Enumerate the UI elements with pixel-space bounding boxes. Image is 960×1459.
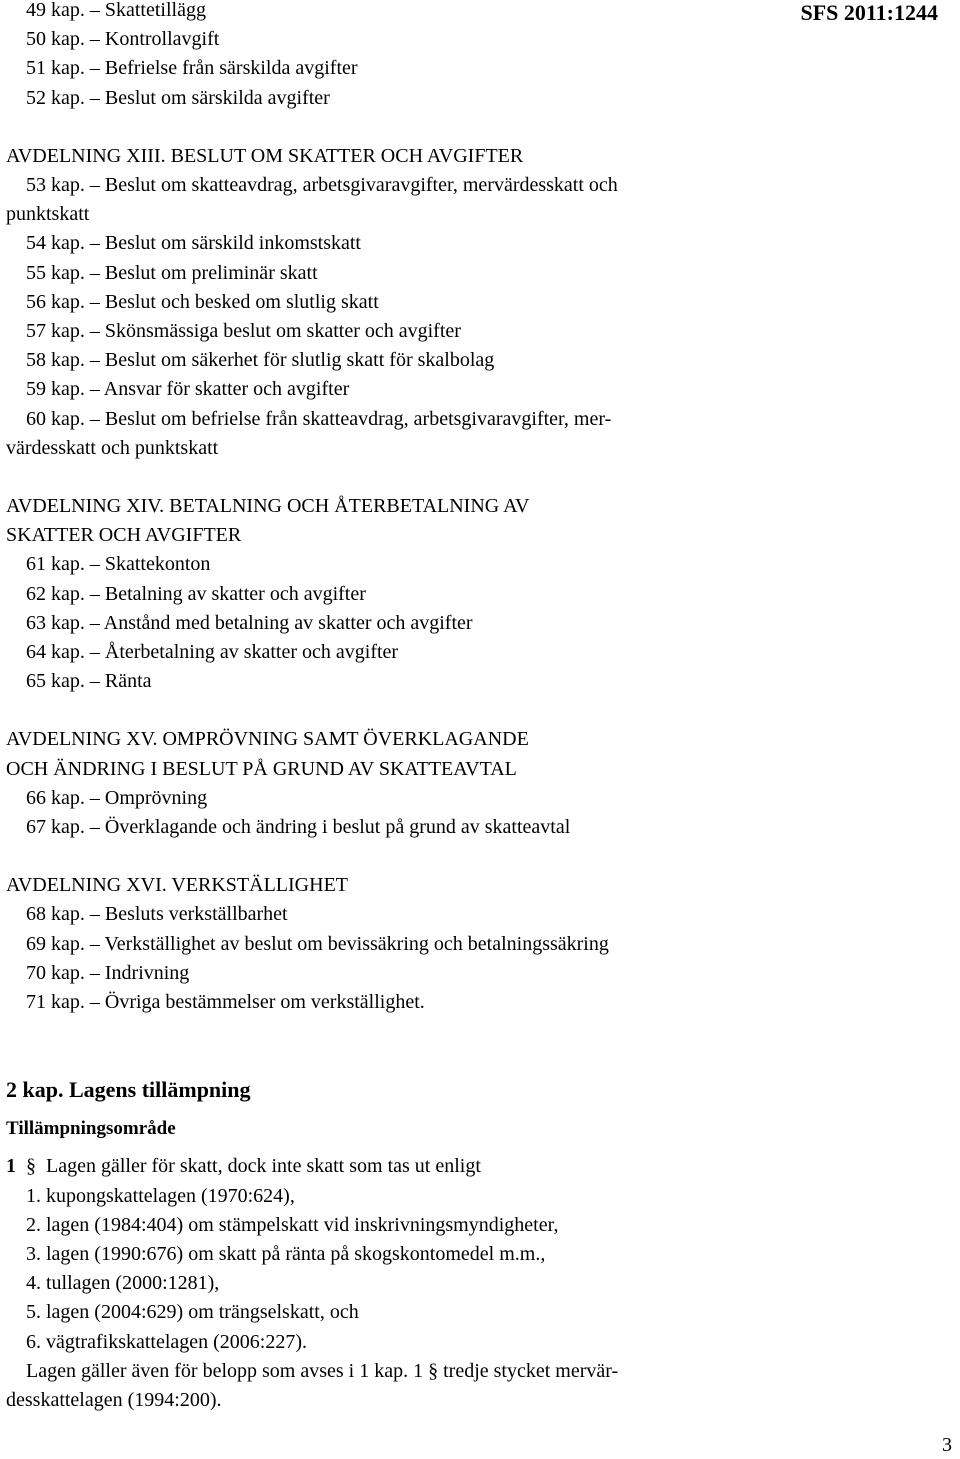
division-heading: AVDELNING XV. OMPRÖVNING SAMT ÖVERKLAGANDE: [6, 728, 529, 751]
toc-entry: 64 kap. – Återbetalning av skatter och avgifter: [26, 641, 399, 664]
document-body: [6, 0, 746, 1415]
division-heading: AVDELNING XIV. BETALNING OCH ÅTERBETALNING AV: [6, 495, 530, 518]
toc-entry: 58 kap. – Beslut om säkerhet för slutlig skatt för skalbolag: [26, 349, 495, 372]
section-text: Lagen gäller för skatt, dock inte skatt som tas ut enligt: [46, 1155, 481, 1178]
page-number: 3: [942, 1434, 952, 1456]
spacer: [6, 1144, 746, 1152]
toc-entry: 69 kap. – Verkställighet av beslut om bevissäkring och betalningssäkring: [26, 932, 609, 955]
toc-entry: 60 kap. – Beslut om befrielse från skatteavdrag, arbetsgivaravgifter, mer-: [26, 407, 612, 430]
toc-entry: 52 kap. – Beslut om särskilda avgifter: [26, 86, 330, 109]
section-first-line: [6, 1152, 746, 1181]
toc-entry: 54 kap. – Beslut om särskild inkomstskatt: [26, 232, 361, 255]
toc-entry: 62 kap. – Betalning av skatter och avgifter: [26, 582, 366, 605]
division-heading: AVDELNING XIII. BESLUT OM SKATTER OCH AVGIFTER: [6, 144, 524, 167]
toc-entry: 67 kap. – Överklagande och ändring i beslut på grund av skatteavtal: [26, 816, 571, 839]
toc-entry: 71 kap. – Övriga bestämmelser om verkställighet.: [26, 991, 425, 1014]
toc-entry: 63 kap. – Anstånd med betalning av skatter och avgifter: [26, 611, 473, 634]
division-heading-continuation: SKATTER OCH AVGIFTER: [6, 524, 242, 547]
toc-entry: 50 kap. – Kontrollavgift: [26, 28, 220, 51]
section-subheading: Tillämpningsområde: [6, 1118, 176, 1140]
toc-entry: 66 kap. – Omprövning: [26, 786, 208, 809]
toc-entry: 68 kap. – Besluts verkställbarhet: [26, 903, 288, 926]
paragraph-sign: §: [26, 1155, 36, 1178]
spacer: [6, 463, 746, 492]
division-heading-continuation: OCH ÄNDRING I BESLUT PÅ GRUND AV SKATTEAVTAL: [6, 757, 517, 780]
toc-entry: 51 kap. – Befrielse från särskilda avgifter: [26, 57, 358, 80]
toc-entry: 61 kap. – Skattekonton: [26, 553, 211, 576]
closing-paragraph: Lagen gäller även för belopp som avses i 1 kap. 1 § tredje stycket mervär-: [26, 1359, 619, 1382]
closing-paragraph-continuation: desskattelagen (1994:200).: [6, 1388, 222, 1411]
list-item: 2. lagen (1984:404) om stämpelskatt vid inskrivningsmyndigheter,: [26, 1213, 559, 1236]
toc-entry-continuation: värdesskatt och punktskatt: [6, 436, 219, 459]
section-number: 1: [6, 1155, 16, 1178]
toc-entry: 65 kap. – Ränta: [26, 670, 152, 693]
list-item: 4. tullagen (2000:1281),: [26, 1272, 220, 1295]
toc-entry: 70 kap. – Indrivning: [26, 961, 190, 984]
toc-entry: 53 kap. – Beslut om skatteavdrag, arbetsgivaravgifter, mervärdesskatt och: [26, 174, 618, 197]
toc-entry: 57 kap. – Skönsmässiga beslut om skatter och avgifter: [26, 320, 461, 343]
toc-entry-continuation: punktskatt: [6, 203, 90, 226]
toc-entry: 59 kap. – Ansvar för skatter och avgifter: [26, 378, 350, 401]
toc-entry: 55 kap. – Beslut om preliminär skatt: [26, 261, 318, 284]
list-item: 5. lagen (2004:629) om trängselskatt, och: [26, 1301, 359, 1324]
division-heading: AVDELNING XVI. VERKSTÄLLIGHET: [6, 874, 349, 897]
toc-entry: 49 kap. – Skattetillägg: [26, 0, 206, 21]
spacer: [6, 842, 746, 871]
toc-entry: 56 kap. – Beslut och besked om slutlig skatt: [26, 290, 379, 313]
spacer: [6, 696, 746, 725]
sfs-number: SFS 2011:1244: [800, 0, 938, 25]
list-item: 1. kupongskattelagen (1970:624),: [26, 1184, 295, 1207]
chapter-title: 2 kap. Lagens tillämpning: [6, 1077, 251, 1103]
spacer: [6, 1046, 746, 1072]
spacer: [6, 113, 746, 142]
list-item: 6. vägtrafikskattelagen (2006:227).: [26, 1330, 308, 1353]
spacer: [6, 1017, 746, 1046]
list-item: 3. lagen (1990:676) om skatt på ränta på skogskontomedel m.m.,: [26, 1242, 546, 1265]
